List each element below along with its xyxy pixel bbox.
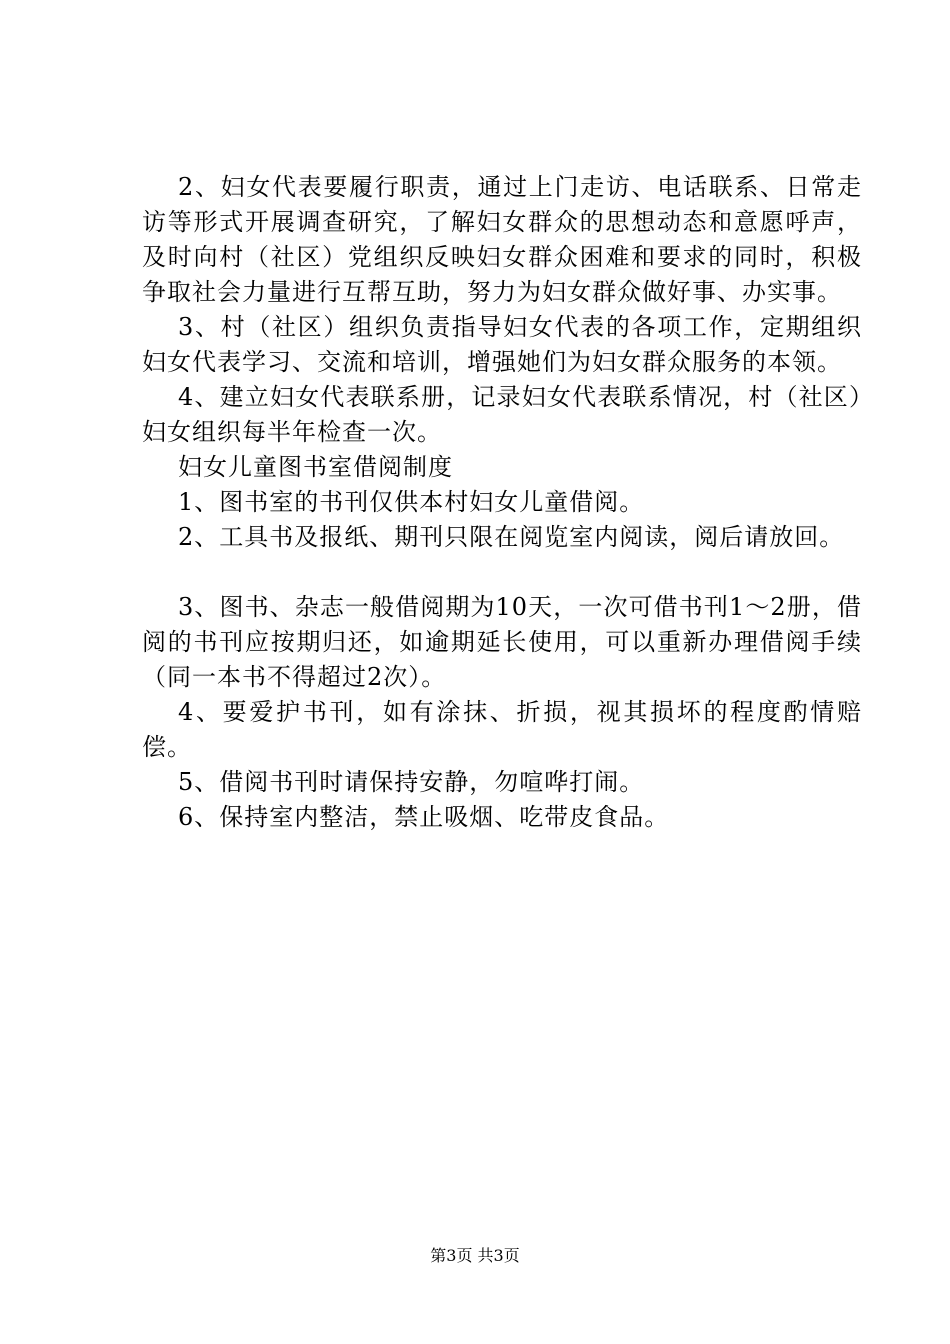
page-number: 第3页 共3页: [430, 1246, 520, 1265]
section-title-library-rules: 妇女儿童图书室借阅制度: [178, 453, 453, 481]
page-footer: [0, 1246, 950, 1266]
paragraph-representative-duties: 2、妇女代表要履行职责，通过上门走访、电话联系、日常走访等形式开展调查研究，了解妇女群众的思想动态和意愿呼声，及时向村（社区）党组织反映妇女群众困难和要求的同时，积极争取社会力量进行互帮互助，努力为妇女群众做好事、办实事。: [142, 173, 862, 306]
paragraph-library-rule-4: 4、要爱护书刊，如有涂抹、折损，视其损坏的程度酌情赔偿。: [142, 698, 862, 761]
paragraph-library-rule-5: 5、借阅书刊时请保持安静，勿喧哗打闹。: [178, 768, 645, 796]
paragraph-library-rule-6: 6、保持室内整洁，禁止吸烟、吃带皮食品。: [178, 803, 670, 831]
document-body: [142, 170, 862, 835]
paragraph-library-rule-2: 2、工具书及报纸、期刊只限在阅览室内阅读，阅后请放回。: [178, 523, 845, 551]
paragraph-contact-register: 4、建立妇女代表联系册，记录妇女代表联系情况，村（社区）妇女组织每半年检查一次。: [142, 383, 862, 446]
paragraph-library-rule-3: 3、图书、杂志一般借阅期为10天，一次可借书刊1～2册，借阅的书刊应按期归还，如逾期延长使用，可以重新办理借阅手续（同一本书不得超过2次）。: [142, 593, 862, 691]
paragraph-village-guidance: 3、村（社区）组织负责指导妇女代表的各项工作，定期组织妇女代表学习、交流和培训，增强她们为妇女群众服务的本领。: [142, 313, 862, 376]
paragraph-library-rule-1: 1、图书室的书刊仅供本村妇女儿童借阅。: [178, 488, 645, 516]
